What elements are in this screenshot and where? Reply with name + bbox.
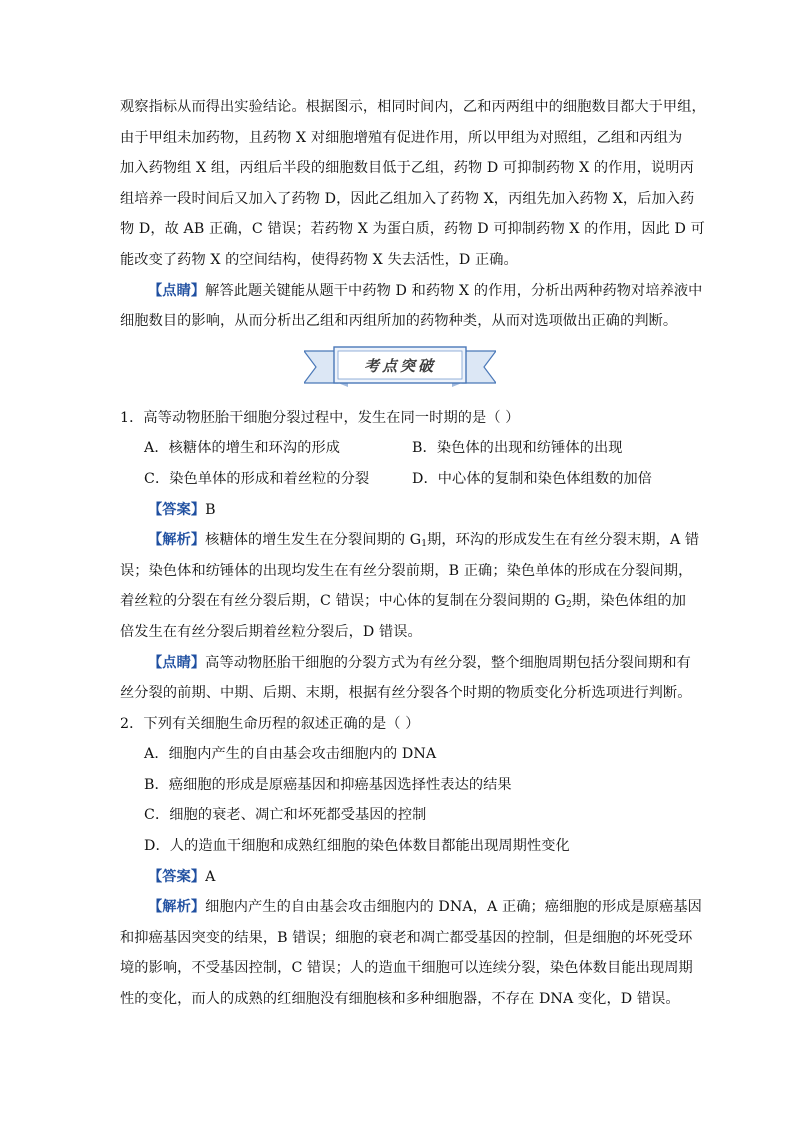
intro-line-1: 观察指标从而得出实验结论。根据图示，相同时间内，乙和丙两组中的细胞数目都大于甲组， [120, 99, 706, 115]
q1-dianjing-line-2: 丝分裂的前期、中期、后期、末期，根据有丝分裂各个时期的物质变化分析选项进行判断。 [120, 685, 692, 702]
answer-tag: 【答案】 [148, 501, 206, 518]
intro-dianjing-line-1 [120, 276, 703, 307]
q1-dianjing-text-1: 高等动物胚胎干细胞的分裂方式为有丝分裂，整个细胞周期包括分裂间期和有 [205, 654, 691, 671]
document-content [120, 92, 706, 1015]
q1-analysis-line-2: 误；染色体和纺锤体的出现均发生在有丝分裂前期，B 正确；染色单体的形成在分裂间期， [120, 562, 693, 579]
q1-option-c: C．染色单体的形成和着丝粒的分裂 [144, 470, 370, 487]
intro-dianjing-line-2: 细胞数目的影响，从而分析出乙组和丙组所加的药物种类，从而对选项做出正确的判断。 [120, 313, 678, 330]
q2-analysis-line-3: 境的影响，不受基因控制，C 错误；人的造血干细胞可以连续分裂，染色体数目能出现周期 [120, 960, 693, 977]
intro-line-5: 物 D，故 AB 正确，C 错误；若药物 X 为蛋白质，药物 D 可抑制药物 X 的作用，因此 D 可 [120, 221, 705, 238]
q2-stem: 2．下列有关细胞生命历程的叙述正确的是（ ） [120, 715, 420, 732]
intro-dianjing-text-1: 解答此题关键能从题干中药物 D 和药物 X 的作用，分析出两种药物对培养液中 [205, 282, 703, 299]
q1-option-b: B．染色体的出现和纺锤体的出现 [412, 440, 623, 457]
q2-option-a: A．细胞内产生的自由基会攻击细胞内的 DNA [144, 746, 437, 763]
q2-option-d: D．人的造血干细胞和成熟红细胞的染色体数目都能出现周期性变化 [144, 838, 570, 855]
q2-analysis-text-1: 细胞内产生的自由基会攻击细胞内的 DNA，A 正确；癌细胞的形成是原癌基因 [205, 899, 702, 916]
q1-option-d: D．中心体的复制和染色体组数的加倍 [412, 470, 653, 487]
q1-analysis-text-1b: 期，环沟的形成发生在有丝分裂末期，A 错 [427, 532, 700, 549]
q2-analysis-line-2: 和抑癌基因突变的结果，B 错误；细胞的衰老和凋亡都受基因的控制，但是细胞的坏死受环 [120, 929, 693, 946]
analysis-tag: 【解析】 [148, 532, 206, 549]
q1-analysis-line-1 [120, 525, 700, 556]
intro-line-2: 由于甲组未加药物，且药物 X 对细胞增殖有促进作用，所以甲组为对照组，乙组和丙组为 [120, 129, 683, 146]
q1-stem: 1．高等动物胚胎干细胞分裂过程中，发生在同一时期的是（ ） [120, 409, 520, 426]
q2-analysis-line-1 [120, 892, 702, 923]
dianjing-tag: 【点睛】 [148, 282, 206, 299]
q1-analysis-text-3b: 期，染色体组的加 [571, 593, 687, 610]
intro-line-4: 组培养一段时间后又加入了药物 D，因此乙组加入了药物 X，丙组先加入药物 X，后加入药 [120, 190, 695, 207]
dianjing-tag: 【点睛】 [148, 654, 206, 671]
q1-analysis-sub-3: 2 [565, 600, 572, 611]
q1-analysis-sub-1: 1 [421, 539, 428, 550]
q1-dianjing-line-1 [120, 648, 691, 679]
q2-analysis-line-4: 性的变化，而人的成熟的红细胞没有细胞核和多种细胞器，不存在 DNA 变化，D 错误。 [120, 991, 680, 1008]
q1-options-row-2 [120, 464, 678, 495]
analysis-tag: 【解析】 [148, 899, 206, 916]
q2-answer-value: A [205, 868, 216, 885]
q2-option-b: B．癌细胞的形成是原癌基因和抑癌基因选择性表达的结果 [144, 776, 512, 793]
q1-analysis-text-3a: 着丝粒的分裂在有丝分裂后期，C 错误；中心体的复制在分裂间期的 G [120, 593, 566, 610]
q1-analysis-line-4: 倍发生在有丝分裂后期着丝粒分裂后，D 错误。 [120, 623, 422, 640]
q1-analysis-text-1a: 核糖体的增生发生在分裂间期的 G [205, 532, 422, 549]
intro-line-6: 能改变了药物 X 的空间结构，使得药物 X 失去活性，D 正确。 [120, 251, 518, 268]
section-banner [120, 341, 678, 397]
q1-options-row-1 [120, 433, 678, 464]
q2-answer [120, 862, 678, 893]
q1-analysis-line-3 [120, 586, 687, 617]
q2-option-c: C．细胞的衰老、凋亡和坏死都受基因的控制 [144, 807, 427, 824]
intro-line-3: 加入药物组 X 组，丙组后半段的细胞数目低于乙组，药物 D 可抑制药物 X 的作用，说明丙 [120, 160, 694, 177]
q1-option-a: A．核糖体的增生和环沟的形成 [144, 440, 341, 457]
q1-answer-value: B [205, 501, 216, 518]
q1-answer [120, 495, 678, 526]
banner-title: 考点突破 [363, 356, 436, 375]
answer-tag: 【答案】 [148, 868, 206, 885]
